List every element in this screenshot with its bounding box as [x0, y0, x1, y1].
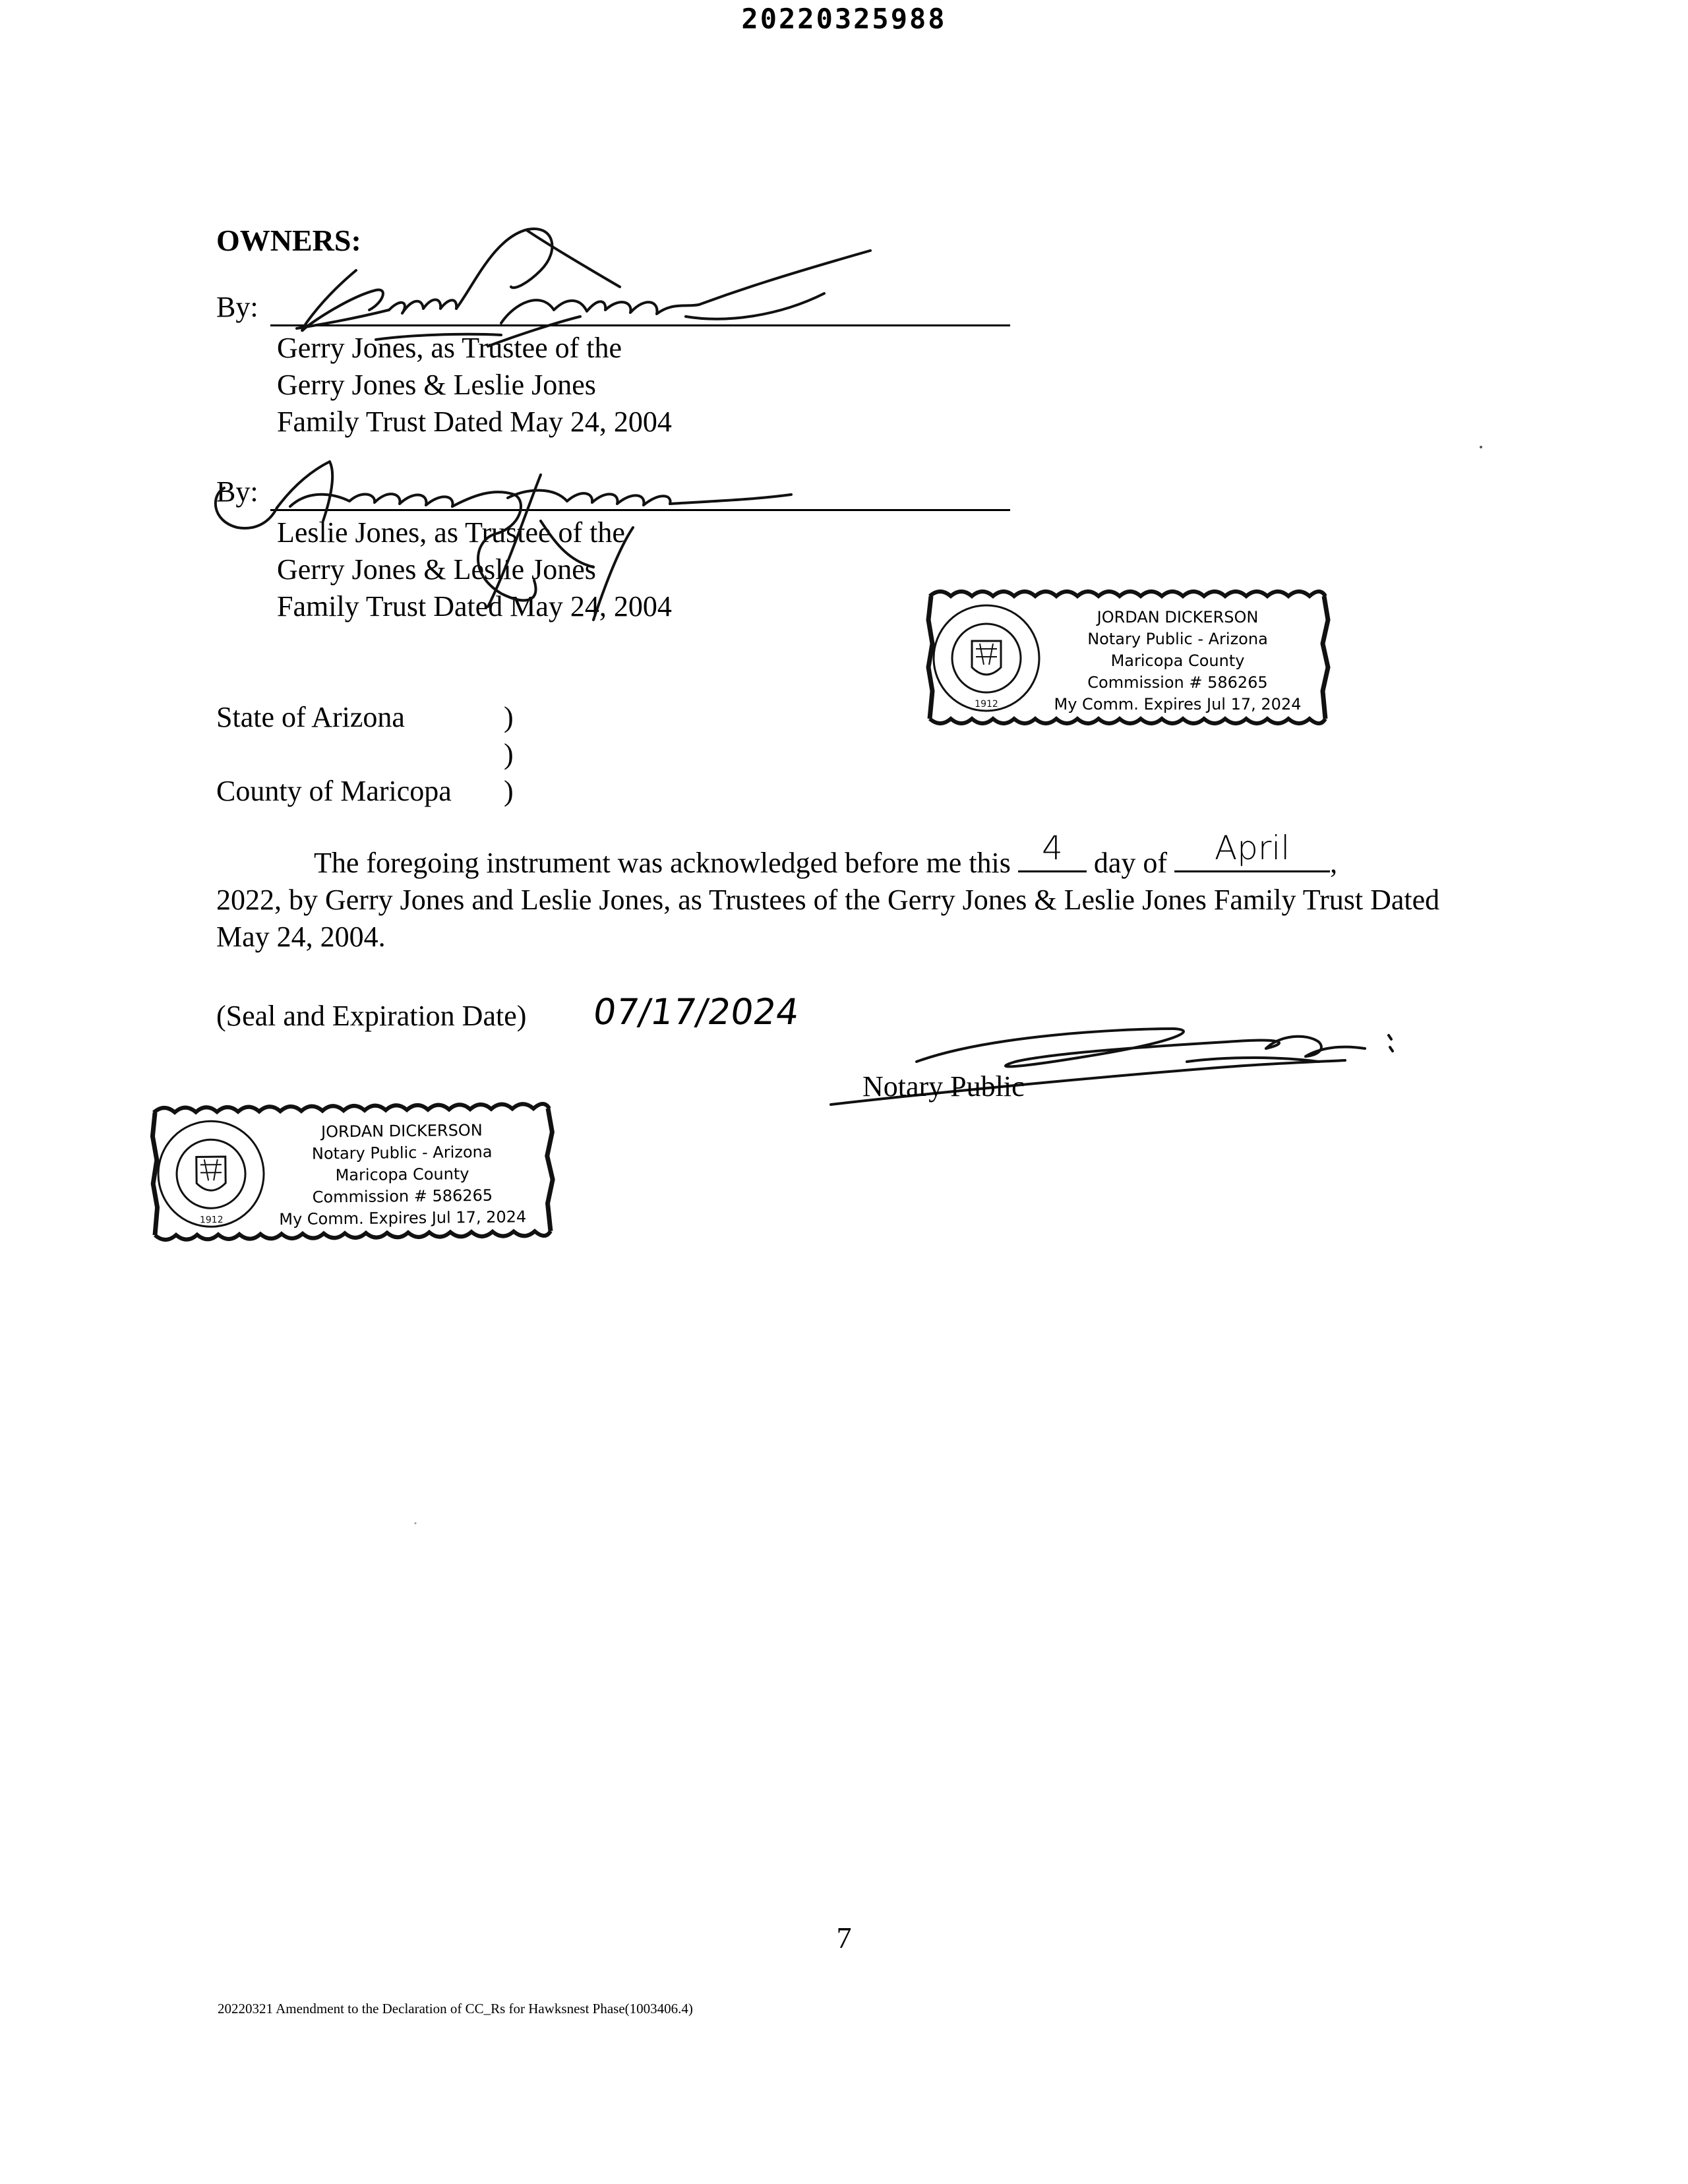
signer-line-1: Gerry Jones, as Trustee of the	[277, 332, 622, 364]
venue-county: County of Maricopa	[216, 775, 452, 807]
page-number: 7	[836, 1921, 852, 1955]
venue-paren: )	[504, 738, 514, 770]
notary-expires: My Comm. Expires Jul 17, 2024	[279, 1207, 527, 1229]
notary-county: Maricopa County	[335, 1165, 469, 1185]
notary-commission: Commission # 586265	[312, 1186, 493, 1207]
signer-line-3: Family Trust Dated May 24, 2004	[277, 590, 672, 622]
signer-line-2: Gerry Jones & Leslie Jones	[277, 369, 596, 401]
seal-year: 1912	[199, 1215, 224, 1226]
venue-paren: )	[504, 701, 514, 733]
notary-public-caption: Notary Public	[862, 1070, 1025, 1103]
venue-paren: )	[504, 775, 514, 807]
expiration-date-handwritten: 07/17/2024	[590, 991, 802, 1033]
notary-title: Notary Public - Arizona	[1087, 630, 1268, 648]
by-label: By:	[216, 291, 258, 323]
document-number: 20220325988	[741, 3, 947, 35]
by-label: By:	[216, 475, 258, 508]
notary-expires: My Comm. Expires Jul 17, 2024	[1054, 695, 1302, 713]
month-handwritten: April	[1214, 829, 1290, 867]
signer-line-1: Leslie Jones, as Trustee of the	[277, 516, 625, 549]
signer-line-3: Family Trust Dated May 24, 2004	[277, 406, 672, 438]
owners-heading: OWNERS:	[216, 224, 361, 257]
seal-year: 1912	[975, 699, 998, 710]
ack-text-part1: The foregoing instrument was acknowledged before me this	[314, 847, 1011, 879]
ack-text-part2: day of	[1093, 847, 1168, 879]
notary-county: Maricopa County	[1110, 652, 1245, 670]
notary-name: JORDAN DICKERSON	[1097, 608, 1259, 626]
day-handwritten: 4	[1042, 829, 1063, 867]
notary-name: JORDAN DICKERSON	[320, 1120, 483, 1141]
seal-expiration-label: (Seal and Expiration Date)	[216, 1000, 527, 1032]
ack-text-part3: ,	[1330, 847, 1338, 879]
venue-state: State of Arizona	[216, 701, 405, 733]
signer-line-2: Gerry Jones & Leslie Jones	[277, 553, 596, 586]
ack-text-rest: 2022, by Gerry Jones and Leslie Jones, as Trustees of the Gerry Jones & Leslie Jones Family Trust Dated May 24, 2004.	[216, 884, 1440, 953]
document-footer: 20220321 Amendment to the Declaration of CC_Rs for Hawksnest Phase(1003406.4)	[218, 2001, 693, 2017]
notary-title: Notary Public - Arizona	[311, 1142, 493, 1163]
notary-commission: Commission # 586265	[1087, 673, 1268, 692]
